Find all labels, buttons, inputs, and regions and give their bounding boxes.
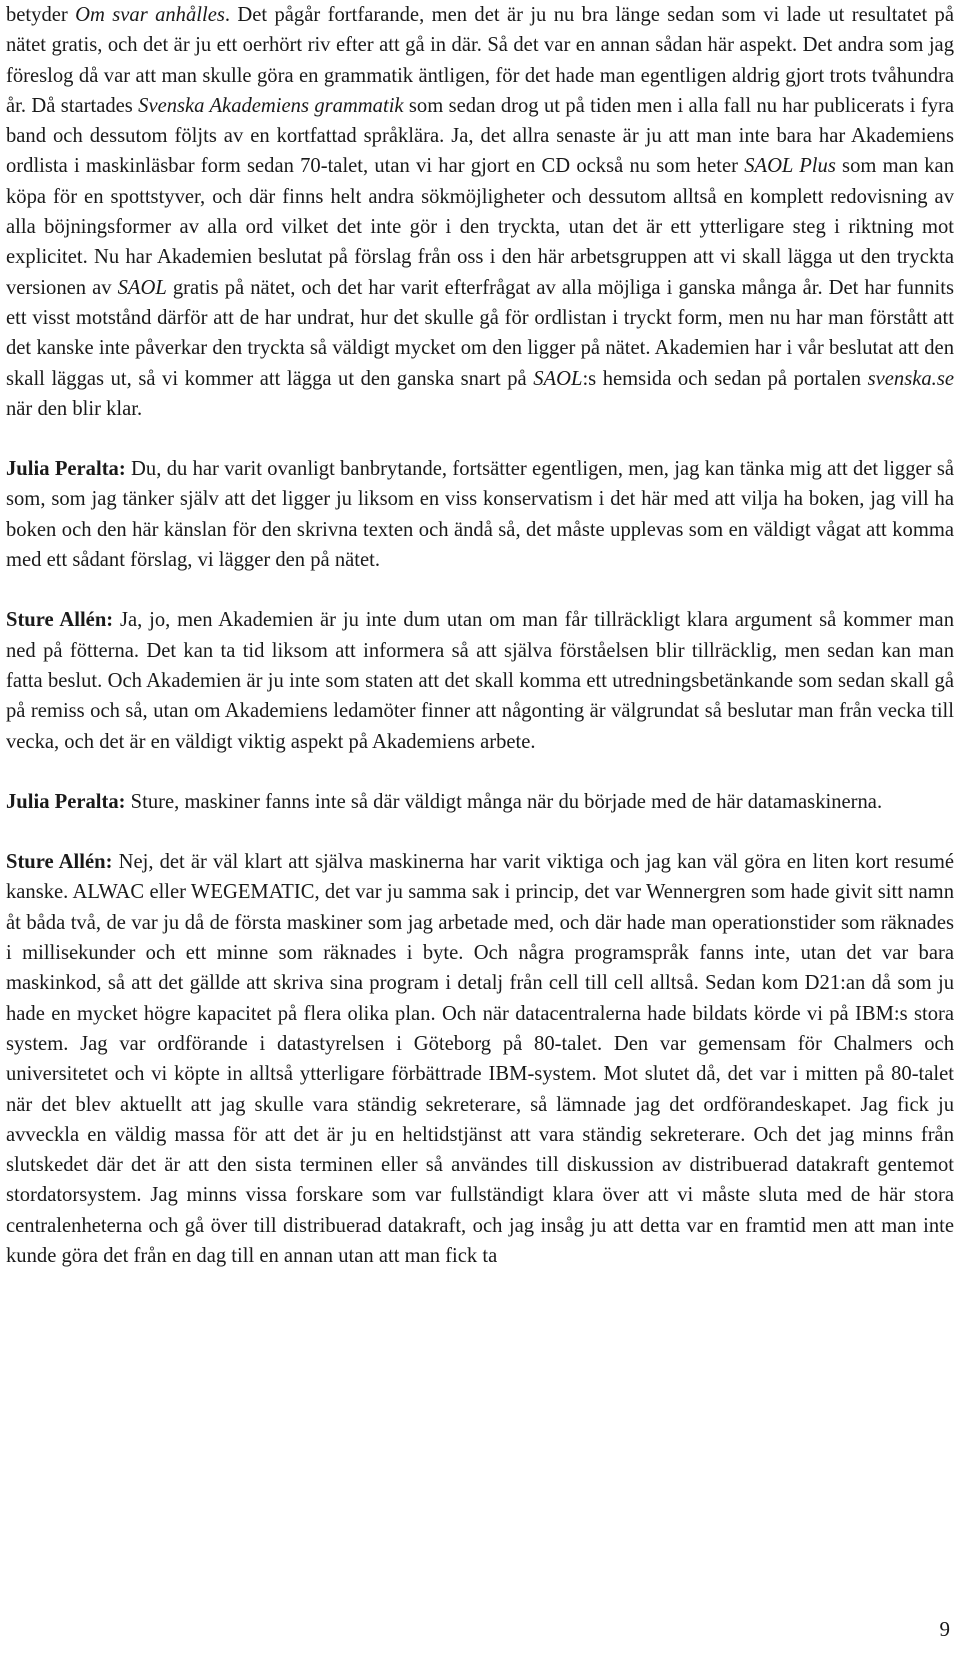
speaker-name: Sture Allén:: [6, 609, 114, 632]
speaker-name: Sture Allén:: [6, 851, 113, 874]
paragraph-1: betyder Om svar anhålles. Det pågår fortfarande, men det är ju nu bra länge sedan som vi lade ut resultatet på nätet gratis, och det är ju ett oerhört riv efter att gå in där. Så det var en annan sådan här aspekt. Det andra som jag föreslog då var att man skulle göra en grammatik äntligen, för det hade man egentligen aldrig gjort trots tvåhundra år. Då startades Svenska Akademiens grammatik som sedan drog ut på tiden men i alla fall nu har publicerats i fyra band och dessutom följts av en kortfattad språklära. Ja, det allra senaste är ju att man inte bara har Akademiens ordlista i maskinläsbar form sedan 70-talet, utan vi har gjort en CD också nu som heter SAOL Plus som man kan köpa för en spottstyver, och där finns helt andra sökmöjligheter och dessutom alltså en komplett redovisning av alla böjningsformer av alla ord vilket det inte gör i den tryckta, utan det är ett ytterligare steg i riktning mot explicitet. Nu har Akademien beslutat på förslag från oss i den här arbetsgruppen att vi skall lägga ut den tryckta versionen av SAOL gratis på nätet, och det har varit efterfrågat av alla möjliga i ganska många år. Det har funnits ett visst motstånd därför att de har undrat, hur det skulle gå för ordlistan i tryckt form, men nu har man förstått att det kanske inte påverkar den tryckta så väldigt mycket om den ligger på nätet. Akademien har i vår beslutat att den skall läggas ut, så vi kommer att lägga ut den ganska snart på SAOL:s hemsida och sedan på portalen svenska.se när den blir klar.: [6, 4, 955, 420]
paragraph-2: Julia Peralta: Du, du har varit ovanligt banbrytande, fortsätter egentligen, men, jag kan tänka mig att det ligger så som, som jag tänker själv att det ligger ju liksom en viss konservatism i det här med att vilja ha boken, jag vill ha boken och den här känslan för den skrivna texten och ändå så, det måste upplevas som en väldigt vågat att komma med ett sådant förslag, vi lägger den på nätet.: [6, 458, 954, 572]
paragraph-4: Julia Peralta: Sture, maskiner fanns inte så där väldigt många när du började med de här datamaskinerna.: [6, 790, 883, 813]
paragraph-3: Sture Allén: Ja, jo, men Akademien är ju inte dum utan om man får tillräckligt klara argument så kommer man ned på fötterna. Det kan ta tid liksom att informera så att själva förståelsen blir tillräcklig, men sedan kan man fatta beslut. Och Akademien är ju inte som staten att det skall komma ett utredningsbetänkande som sedan skall gå på remiss och så, utan om Akademiens ledamöter finner att någonting är välgrundat så beslutar man från vecka till vecka, och det är en väldigt viktig aspekt på Akademiens arbete.: [6, 609, 954, 753]
speaker-name: Julia Peralta:: [6, 458, 126, 481]
page-number: 9: [939, 1617, 950, 1641]
document-page: [6, 0, 954, 1271]
paragraph-5: Sture Allén: Nej, det är väl klart att själva maskinerna har varit viktiga och jag kan väl göra en liten kort resumé kanske. ALWAC eller WEGEMATIC, det var ju samma sak i princip, det var Wennergren som hade givit sitt namn åt båda två, de var ju då de första maskiner som jag arbetade med, och där hade man operationstider som räknades i millisekunder och ett minne som räknades i byte. Och några programspråk fanns inte, utan det var bara maskinkod, så att det gällde att skriva sina program i detalj från cell till cell alltså. Sedan kom D21:an då som ju hade en mycket högre kapacitet på flera olika plan. Och när datacentralerna hade bildats körde vi på IBM:s stora system. Jag var ordförande i datastyrelsen i Göteborg på 80-talet. Den var gemensam för Chalmers och universitetet och vi köpte in alltså ytterligare förbättrade IBM-system. Mot slutet då, det var i mitten på 80-talet när det blev aktuellt att jag skulle vara ständig sekreterare, så lämnade jag det ordförandeskapet. Jag fick ju avveckla en väldig massa för att det är ju en heltidstjänst att vara ständig sekreterare. Och det jag minns från slutskedet där det är att den sista terminen eller så användes till diskussion av distribuerad datakraft gentemot stordatorsystem. Jag minns vissa forskare som var fullständigt klara över att vi måste sluta med de här stora centralenheterna och gå över till distribuerad datakraft, och jag insåg ju att detta var en framtid men att man inte kunde göra det från en dag till en annan utan att man fick ta: [6, 851, 954, 1267]
speaker-name: Julia Peralta:: [6, 790, 126, 813]
